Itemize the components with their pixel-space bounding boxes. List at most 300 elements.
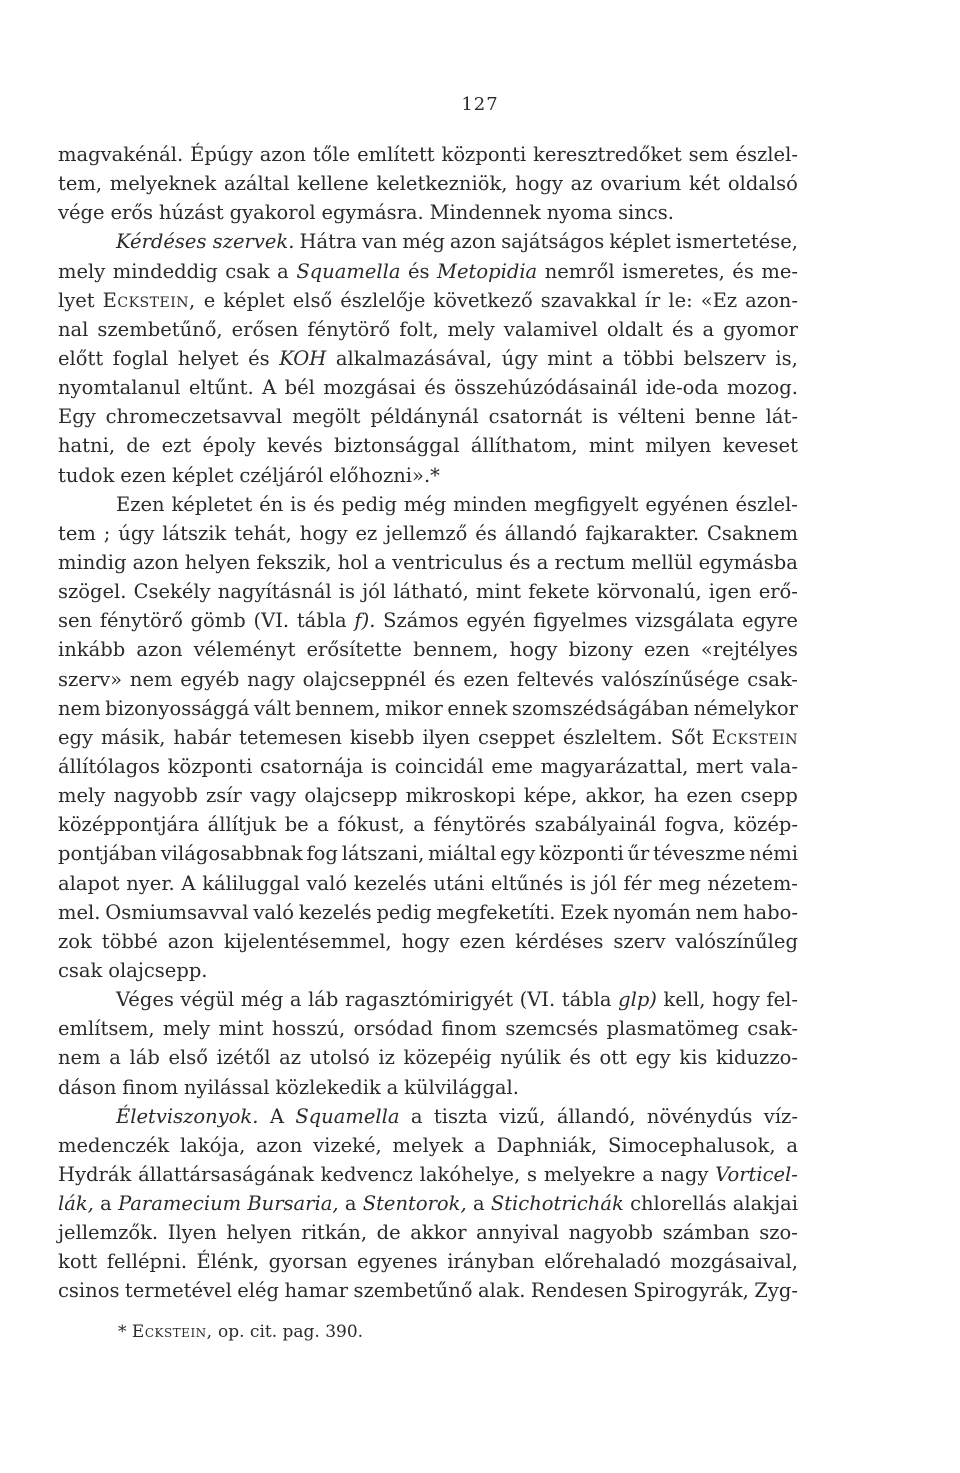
- word: húzást: [158, 201, 224, 225]
- word: és: [433, 667, 456, 691]
- word: kis: [679, 1046, 708, 1070]
- word: Élénk,: [196, 1250, 260, 1274]
- word: világosabbnak: [160, 842, 303, 866]
- word: de: [376, 1221, 401, 1245]
- word: ezen: [463, 667, 510, 691]
- word: valószínűleg: [675, 929, 798, 953]
- word: állíthatom,: [470, 434, 578, 458]
- word: tem: [58, 521, 96, 545]
- word: hamar: [284, 1279, 349, 1303]
- word: csatornája: [259, 754, 364, 778]
- word: ezen: [643, 638, 690, 662]
- word: csak: [58, 958, 103, 982]
- word: észleltem.: [562, 725, 663, 749]
- word: az: [279, 1046, 302, 1070]
- word: gyomor: [723, 317, 798, 341]
- word: Zyg-: [754, 1279, 798, 1303]
- word: úgy: [118, 521, 155, 545]
- word: kell,: [663, 988, 706, 1012]
- word: Spirogyrák,: [633, 1279, 749, 1303]
- word: nem: [58, 696, 101, 720]
- word: benne: [695, 405, 756, 429]
- word: is: [290, 492, 307, 516]
- word: (VI.: [519, 988, 556, 1012]
- word: valamivel: [503, 317, 598, 341]
- word: elég: [237, 1279, 280, 1303]
- word: mint: [547, 346, 593, 370]
- word: állandó,: [556, 1104, 636, 1128]
- word: a: [109, 1046, 121, 1070]
- word: Vorticel-: [715, 1162, 798, 1186]
- word: keletkezniök,: [376, 172, 508, 196]
- word: zsír: [206, 784, 242, 808]
- word: kijelentésemmel,: [223, 929, 392, 953]
- word: közepéig: [403, 1046, 492, 1070]
- word: növénydús: [646, 1104, 753, 1128]
- word: hogy: [712, 988, 760, 1012]
- word: is: [370, 754, 388, 778]
- text-line: [58, 227, 798, 256]
- word: ezen: [459, 929, 506, 953]
- word: meg: [658, 871, 701, 895]
- word: Épúgy: [190, 143, 253, 166]
- word: melyek: [392, 1133, 464, 1157]
- word: ezen: [686, 784, 733, 808]
- text-line: [58, 752, 798, 781]
- word: a: [374, 550, 386, 574]
- word: tábla: [296, 609, 347, 633]
- word: két: [688, 172, 721, 196]
- word: is: [592, 405, 609, 429]
- word: figyelmes: [533, 609, 628, 633]
- word: képlet: [223, 288, 285, 312]
- word: a: [472, 1192, 485, 1216]
- word: folt,: [399, 317, 439, 341]
- text-line: [58, 723, 798, 752]
- word: bél: [284, 376, 315, 400]
- word: melyekre: [543, 1162, 636, 1186]
- word: ezt: [161, 434, 192, 458]
- word: iz: [378, 1046, 395, 1070]
- word: finom: [122, 1075, 179, 1099]
- word: jellemző: [385, 521, 468, 545]
- word: mozgásaival,: [670, 1250, 798, 1274]
- word: a: [536, 550, 549, 574]
- word: számban: [662, 1221, 750, 1245]
- text-line: [58, 956, 798, 985]
- word: hosszú,: [271, 1017, 346, 1041]
- word: némi: [749, 842, 798, 866]
- word: Squamella: [296, 259, 401, 283]
- word: nem: [58, 1046, 101, 1070]
- word: is: [338, 580, 355, 604]
- word: Számos: [383, 609, 459, 633]
- word: minden: [453, 492, 527, 516]
- word: vizeké,: [313, 1133, 382, 1157]
- text-line: [58, 315, 798, 344]
- word: a: [601, 346, 614, 370]
- word: igen: [708, 580, 752, 604]
- word: nyúlik: [500, 1046, 561, 1070]
- word: egyén: [466, 609, 526, 633]
- word: fér: [623, 871, 652, 895]
- word: cseppet: [478, 725, 555, 749]
- text-line: [58, 1218, 798, 1247]
- word: egy: [58, 725, 94, 749]
- word: és: [313, 492, 335, 516]
- word: olajcseppnél: [302, 667, 427, 691]
- text-line: [58, 927, 798, 956]
- word: szabályainál: [534, 813, 657, 837]
- word: izétől: [216, 1046, 271, 1070]
- body-text: [58, 140, 798, 1306]
- word: alak.: [477, 1279, 526, 1303]
- word: és: [424, 376, 446, 400]
- text-line: [58, 810, 798, 839]
- word: ez: [355, 521, 378, 545]
- text-line: [58, 1131, 798, 1160]
- word: bizonyossággá: [105, 696, 250, 720]
- word: és: [569, 1046, 591, 1070]
- word: gömb: [190, 609, 246, 633]
- word: ventriculus: [392, 550, 503, 574]
- text-line: [58, 635, 798, 664]
- word: époly: [202, 434, 256, 458]
- word: szembetűnő: [353, 1279, 473, 1303]
- word: erős: [110, 201, 154, 225]
- word: Ezek: [560, 900, 609, 924]
- word: való: [253, 900, 294, 924]
- word: Ezen: [116, 492, 165, 516]
- word: azon: [259, 143, 306, 166]
- word: mozgásai: [323, 376, 416, 400]
- word: Hydrák: [58, 1162, 132, 1186]
- word: egymásba: [698, 550, 798, 574]
- word: Életviszonyok.: [116, 1104, 259, 1128]
- word: nagyobb: [113, 784, 198, 808]
- word: van: [362, 230, 398, 254]
- word: kevés: [266, 434, 323, 458]
- word: pontjában: [58, 842, 157, 866]
- word: csak: [225, 259, 270, 283]
- word: ovarium: [600, 172, 682, 196]
- word: sajátságos: [501, 230, 605, 254]
- word: csak-: [747, 1017, 798, 1041]
- word: biztonsággal: [334, 434, 460, 458]
- word: gyorsan: [268, 1250, 348, 1274]
- word: állattársaságának: [138, 1162, 314, 1186]
- text-line: [58, 1014, 798, 1043]
- word: még: [240, 988, 284, 1012]
- word: képlet: [609, 230, 671, 254]
- word: valószínűsége: [601, 667, 740, 691]
- word: ide-oda: [645, 376, 719, 400]
- text-line: [58, 1276, 798, 1305]
- text-line: [58, 985, 798, 1014]
- word: a: [277, 259, 289, 283]
- text-line: [58, 1073, 798, 1102]
- word: fajkarakter.: [585, 521, 700, 545]
- word: lát-: [765, 405, 798, 429]
- word: Csaknem: [707, 521, 798, 545]
- word: Daphniák,: [496, 1133, 598, 1157]
- word: mint: [475, 580, 522, 604]
- word: ;: [103, 521, 111, 545]
- word: glp): [618, 988, 657, 1012]
- word: és: [407, 259, 430, 283]
- page-number: 127: [461, 94, 499, 115]
- word: és: [509, 550, 531, 574]
- word: első: [292, 288, 333, 312]
- word: azon: [167, 929, 214, 953]
- word: melyeknek: [109, 172, 217, 196]
- word: első: [168, 1046, 208, 1070]
- word: és: [475, 521, 497, 545]
- word: hatni,: [58, 434, 116, 458]
- word: tehát,: [234, 521, 292, 545]
- word: mint: [588, 434, 634, 458]
- word: egyénen: [645, 492, 729, 516]
- word: utolsó: [309, 1046, 370, 1070]
- word: vagy: [250, 784, 297, 808]
- word: helyen: [184, 550, 251, 574]
- word: észlelője: [340, 288, 426, 312]
- word: vége: [58, 201, 105, 225]
- text-line: [58, 1043, 798, 1072]
- word: fókust,: [337, 813, 405, 837]
- text-line: [58, 140, 798, 169]
- word: fogva,: [664, 813, 725, 837]
- word: ilyen: [422, 725, 471, 749]
- word: nyomán: [612, 900, 691, 924]
- word: akkor: [410, 1221, 467, 1245]
- word: Hátra: [299, 230, 357, 254]
- text-line: [58, 1102, 798, 1131]
- word: a: [289, 988, 302, 1012]
- word: fénytörő: [99, 609, 183, 633]
- text-line: [58, 1189, 798, 1218]
- word: még: [403, 492, 447, 516]
- word: mel.: [58, 900, 101, 924]
- word: mikor: [385, 696, 443, 720]
- footnote: [118, 1322, 363, 1342]
- word: és: [671, 317, 694, 341]
- word: «rejtélyes: [700, 638, 798, 662]
- word: Osmiumsavval: [105, 900, 249, 924]
- word: KOH: [279, 346, 327, 370]
- text-line: [58, 1247, 798, 1276]
- word: középpontjára: [58, 813, 200, 837]
- word: állandó: [504, 521, 578, 545]
- text-line: [58, 548, 798, 577]
- word: eme: [491, 754, 533, 778]
- text-line: [58, 869, 798, 898]
- word: a: [642, 1162, 654, 1186]
- word: bennem,: [295, 696, 381, 720]
- text-line: [58, 606, 798, 635]
- word: egy: [635, 1046, 671, 1070]
- word: nagyításnál: [217, 580, 332, 604]
- word: Mindennek: [429, 201, 541, 225]
- word: eltűnés: [490, 871, 564, 895]
- word: úgy: [501, 346, 538, 370]
- word: hogy: [509, 638, 558, 662]
- word: erősítette: [306, 638, 402, 662]
- word: mindig: [58, 550, 127, 574]
- text-line: [58, 431, 798, 460]
- word: előrehaladó: [544, 1250, 661, 1274]
- text-line: [58, 402, 798, 431]
- word: ritkán,: [301, 1221, 368, 1245]
- word: közép-: [733, 813, 798, 837]
- word: bizony: [568, 638, 633, 662]
- word: többi: [623, 346, 674, 370]
- word: s: [527, 1162, 538, 1186]
- word: említsem,: [58, 1017, 155, 1041]
- word: alakjai: [732, 1192, 798, 1216]
- word: lyet: [58, 288, 95, 312]
- word: orsódad: [353, 1017, 433, 1041]
- word: azon-: [745, 288, 798, 312]
- word: ezen: [120, 463, 167, 487]
- word: kezelés: [353, 871, 427, 895]
- word: hogy: [299, 521, 348, 545]
- word: nem: [695, 900, 739, 924]
- word: mikroskopi: [405, 784, 516, 808]
- word: is: [569, 871, 587, 895]
- word: helyen: [226, 1221, 292, 1245]
- word: káliluggal: [202, 871, 300, 895]
- word: észlel-: [735, 492, 798, 516]
- word: képe,: [523, 784, 578, 808]
- text-line: [58, 839, 798, 868]
- word: nagy: [247, 667, 295, 691]
- word: szomszédságában: [511, 696, 690, 720]
- word: szembetűnő,: [97, 317, 223, 341]
- word: oldalsó: [727, 172, 798, 196]
- word: azon: [136, 638, 183, 662]
- word: tiszta: [433, 1104, 488, 1128]
- word: hol: [337, 550, 369, 574]
- word: a: [317, 813, 329, 837]
- word: Eckstein,: [102, 288, 196, 312]
- word: többé: [101, 929, 158, 953]
- word: a: [474, 1133, 486, 1157]
- word: pedig: [341, 492, 397, 516]
- word: fekszik,: [256, 550, 332, 574]
- word: mely: [58, 784, 106, 808]
- word: szerv: [613, 929, 666, 953]
- word: pedig: [376, 900, 432, 924]
- word: milyen: [645, 434, 712, 458]
- word: habo-: [742, 900, 798, 924]
- word: bennem,: [413, 638, 499, 662]
- word: ennek: [447, 696, 508, 720]
- word: A: [181, 871, 196, 895]
- word: azon: [256, 1133, 303, 1157]
- word: irányban: [447, 1250, 535, 1274]
- word: nem: [129, 667, 173, 691]
- word: előhozni».*: [329, 463, 440, 487]
- word: jól: [362, 580, 387, 604]
- word: megfeketíti.: [436, 900, 556, 924]
- footnote-marker: *: [118, 1322, 127, 1342]
- word: eltűnt.: [188, 376, 254, 400]
- word: zok: [58, 929, 92, 953]
- word: be: [284, 813, 309, 837]
- word: és: [248, 346, 270, 370]
- word: magyarázattal,: [540, 754, 689, 778]
- word: sem: [688, 143, 729, 166]
- footnote-author: Eckstein,: [131, 1322, 213, 1342]
- word: chlorellás: [630, 1192, 727, 1216]
- word: űr: [627, 842, 650, 866]
- word: egy: [500, 842, 536, 866]
- word: termetével: [124, 1279, 232, 1303]
- word: keveset: [722, 434, 798, 458]
- word: Ilyen: [167, 1221, 217, 1245]
- word: körvonalú,: [596, 580, 702, 604]
- word: csatornát: [488, 405, 583, 429]
- word: chromeczetsavval: [105, 405, 283, 429]
- word: me-: [761, 259, 798, 283]
- word: A: [262, 376, 277, 400]
- word: szavakkal: [540, 288, 637, 312]
- word: «Ez: [700, 288, 738, 312]
- word: külvilággal.: [404, 1075, 519, 1099]
- word: lakóhelye,: [419, 1162, 521, 1186]
- word: a: [386, 1075, 399, 1099]
- text-line: [58, 257, 798, 286]
- word: dáson: [58, 1075, 117, 1099]
- word: említett: [357, 143, 435, 166]
- word: vált: [253, 696, 291, 720]
- word: közlekedik: [275, 1075, 381, 1099]
- text-line: [58, 665, 798, 694]
- word: való: [306, 871, 348, 895]
- word: központi: [539, 842, 624, 866]
- footnote-text: op. cit. pag. 390.: [218, 1322, 364, 1342]
- word: megölt: [292, 405, 361, 429]
- word: jól: [592, 871, 617, 895]
- word: f).: [354, 609, 376, 633]
- word: nyer.: [126, 871, 175, 895]
- word: annyival: [476, 1221, 560, 1245]
- word: Paramecium Bursaria,: [118, 1192, 339, 1216]
- word: szo-: [759, 1221, 798, 1245]
- word: fel-: [766, 988, 798, 1012]
- word: nyilással: [183, 1075, 270, 1099]
- word: nal: [58, 317, 89, 341]
- word: láb: [129, 1046, 160, 1070]
- word: (VI.: [253, 609, 290, 633]
- word: vizű,: [499, 1104, 546, 1128]
- word: tem,: [58, 172, 103, 196]
- word: Kérdéses szervek.: [116, 230, 295, 254]
- word: a: [100, 1192, 112, 1216]
- word: központi: [167, 754, 253, 778]
- word: következő: [433, 288, 533, 312]
- word: egymásra.: [321, 201, 424, 225]
- word: mint: [218, 1017, 264, 1041]
- word: lák,: [58, 1192, 94, 1216]
- word: czéljáról: [239, 463, 324, 487]
- word: de: [126, 434, 151, 458]
- word: a: [702, 317, 715, 341]
- word: látszik: [162, 521, 227, 545]
- word: fénytörés: [433, 813, 527, 837]
- text-line: [58, 286, 798, 315]
